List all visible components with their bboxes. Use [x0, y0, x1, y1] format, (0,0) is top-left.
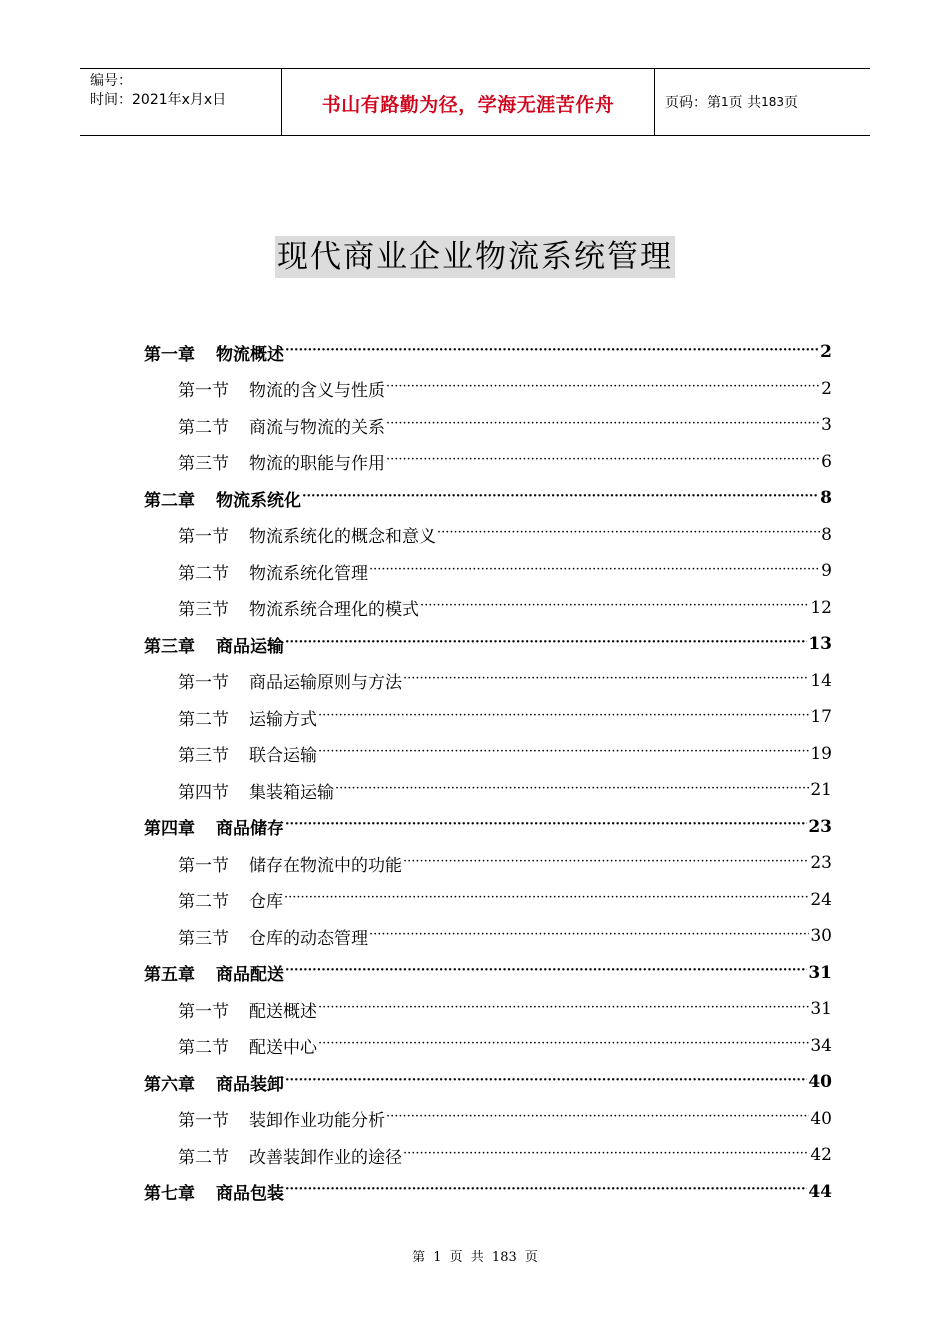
- toc-section-entry[interactable]: [144, 371, 832, 408]
- toc-section-entry[interactable]: [144, 699, 832, 736]
- toc-entry-title: 储存在物流中的功能: [249, 855, 402, 876]
- header-slogan: 书山有路勤为径，学海无涯苦作舟: [281, 69, 655, 135]
- toc-entry-title: 商品储存: [216, 819, 284, 840]
- toc-entry-title: 物流的含义与性质: [249, 381, 385, 402]
- toc-section-entry[interactable]: [144, 882, 832, 919]
- toc-entry-number: 第二节: [178, 563, 229, 584]
- toc-entry-page: 23: [808, 816, 832, 837]
- toc-entry-title: 物流系统合理化的模式: [249, 600, 419, 621]
- toc-dot-leader: [302, 489, 819, 506]
- toc-entry-title: 商品配送: [216, 965, 284, 986]
- toc-section-entry[interactable]: [144, 1028, 832, 1065]
- toc-entry-number: 第二节: [178, 892, 229, 913]
- toc-entry-number: 第三节: [178, 746, 229, 767]
- toc-entry-title: 物流系统化管理: [249, 563, 368, 584]
- toc-chapter-entry[interactable]: [144, 626, 832, 663]
- toc-entry-number: 第一节: [178, 527, 229, 548]
- toc-entry-page: 31: [810, 999, 832, 1020]
- toc-section-entry[interactable]: [144, 1137, 832, 1174]
- toc-dot-leader: [284, 890, 809, 907]
- toc-entry-page: 2: [820, 342, 832, 363]
- toc-entry-number: 第一节: [178, 381, 229, 402]
- toc-entry-title: 配送中心: [249, 1038, 317, 1059]
- toc-chapter-entry[interactable]: [144, 1064, 832, 1101]
- toc-dot-leader: [285, 963, 807, 980]
- toc-entry-title: 改善装卸作业的途径: [249, 1147, 402, 1168]
- toc-entry-page: 13: [808, 634, 832, 655]
- toc-entry-page: 40: [808, 1072, 832, 1093]
- toc-entry-title: 仓库的动态管理: [249, 928, 368, 949]
- toc-entry-title: 商流与物流的关系: [249, 417, 385, 438]
- toc-dot-leader: [285, 817, 807, 834]
- toc-entry-number: 第一节: [178, 1111, 229, 1132]
- page-footer: 第 1 页 共 183 页: [412, 1250, 538, 1265]
- toc-section-entry[interactable]: [144, 590, 832, 627]
- toc-section-entry[interactable]: [144, 553, 832, 590]
- toc-entry-number: 第七章: [144, 1184, 195, 1205]
- toc-entry-title: 商品包装: [216, 1184, 284, 1205]
- toc-entry-number: 第二节: [178, 417, 229, 438]
- toc-entry-page: 14: [810, 670, 832, 691]
- title-container: [0, 236, 950, 278]
- toc-dot-leader: [386, 1109, 809, 1126]
- page-total: 183: [761, 95, 784, 109]
- toc-entry-page: 19: [810, 743, 832, 764]
- toc-entry-page: 24: [810, 889, 832, 910]
- toc-dot-leader: [318, 744, 809, 761]
- toc-entry-page: 23: [810, 853, 832, 874]
- toc-dot-leader: [386, 416, 820, 433]
- toc-section-entry[interactable]: [144, 991, 832, 1028]
- toc-entry-number: 第二章: [144, 490, 195, 511]
- toc-section-entry[interactable]: [144, 663, 832, 700]
- toc-dot-leader: [369, 927, 809, 944]
- toc-dot-leader: [285, 1073, 807, 1090]
- toc-entry-page: 40: [810, 1108, 832, 1129]
- toc-dot-leader: [318, 1036, 809, 1053]
- toc-entry-number: 第一章: [144, 344, 195, 365]
- toc-dot-leader: [369, 562, 820, 579]
- toc-entry-title: 仓库: [249, 892, 283, 913]
- toc-entry-number: 第四章: [144, 819, 195, 840]
- serial-number-label: 编号：: [90, 73, 132, 89]
- toc-entry-title: 商品装卸: [216, 1074, 284, 1095]
- toc-entry-title: 配送概述: [249, 1001, 317, 1022]
- toc-entry-page: 6: [821, 451, 832, 472]
- toc-dot-leader: [403, 854, 809, 871]
- toc-dot-leader: [386, 452, 820, 469]
- toc-entry-number: 第四节: [178, 782, 229, 803]
- toc-dot-leader: [285, 635, 807, 652]
- toc-entry-number: 第一节: [178, 1001, 229, 1022]
- toc-section-entry[interactable]: [144, 772, 832, 809]
- toc-dot-leader: [420, 598, 809, 615]
- toc-chapter-entry[interactable]: [144, 809, 832, 846]
- toc-dot-leader: [403, 1146, 809, 1163]
- toc-entry-number: 第五章: [144, 965, 195, 986]
- toc-entry-number: 第六章: [144, 1074, 195, 1095]
- toc-entry-number: 第二节: [178, 1038, 229, 1059]
- date-label: 时间：2021年x月x日: [90, 92, 227, 108]
- toc-section-entry[interactable]: [144, 517, 832, 554]
- toc-section-entry[interactable]: [144, 918, 832, 955]
- toc-dot-leader: [437, 525, 820, 542]
- toc-chapter-entry[interactable]: [144, 334, 832, 371]
- toc-section-entry[interactable]: [144, 736, 832, 773]
- header-meta-cell: [80, 69, 281, 135]
- toc-entry-page: 17: [810, 707, 832, 728]
- table-of-contents: [144, 334, 832, 1210]
- toc-chapter-entry[interactable]: [144, 1174, 832, 1211]
- toc-dot-leader: [285, 343, 819, 360]
- toc-chapter-entry[interactable]: [144, 955, 832, 992]
- toc-entry-number: 第三节: [178, 454, 229, 475]
- toc-dot-leader: [335, 781, 809, 798]
- toc-section-entry[interactable]: [144, 444, 832, 481]
- header-page-info: [655, 69, 870, 135]
- toc-entry-number: 第二节: [178, 1147, 229, 1168]
- toc-entry-page: 34: [810, 1035, 832, 1056]
- toc-entry-title: 物流系统化的概念和意义: [249, 527, 436, 548]
- toc-entry-title: 装卸作业功能分析: [249, 1111, 385, 1132]
- toc-entry-number: 第一节: [178, 673, 229, 694]
- toc-entry-number: 第三节: [178, 928, 229, 949]
- toc-entry-title: 物流系统化: [216, 490, 301, 511]
- toc-entry-title: 物流的职能与作用: [249, 454, 385, 475]
- document-header: [80, 68, 870, 136]
- toc-entry-number: 第一节: [178, 855, 229, 876]
- toc-entry-page: 12: [810, 597, 832, 618]
- toc-section-entry[interactable]: [144, 407, 832, 444]
- toc-entry-title: 联合运输: [249, 746, 317, 767]
- toc-entry-page: 9: [821, 561, 832, 582]
- toc-entry-page: 31: [808, 962, 832, 983]
- toc-dot-leader: [318, 1000, 809, 1017]
- toc-entry-page: 8: [820, 488, 832, 509]
- toc-entry-page: 21: [810, 780, 832, 801]
- page-current: 1: [721, 95, 729, 109]
- document-title: 现代商业企业物流系统管理: [275, 236, 675, 278]
- toc-entry-title: 集装箱运输: [249, 782, 334, 803]
- toc-entry-title: 运输方式: [249, 709, 317, 730]
- toc-entry-page: 30: [810, 926, 832, 947]
- toc-chapter-entry[interactable]: [144, 480, 832, 517]
- toc-entry-number: 第二节: [178, 709, 229, 730]
- page-suffix: 页: [784, 95, 798, 111]
- toc-dot-leader: [318, 708, 809, 725]
- toc-entry-page: 8: [821, 524, 832, 545]
- toc-entry-number: 第三节: [178, 600, 229, 621]
- toc-entry-page: 3: [821, 415, 832, 436]
- toc-entry-page: 2: [821, 378, 832, 399]
- page-mid: 页 共: [728, 95, 762, 111]
- toc-dot-leader: [285, 1182, 807, 1199]
- toc-entry-title: 商品运输: [216, 636, 284, 657]
- toc-dot-leader: [403, 671, 809, 688]
- toc-entry-number: 第三章: [144, 636, 195, 657]
- toc-section-entry[interactable]: [144, 1101, 832, 1138]
- toc-section-entry[interactable]: [144, 845, 832, 882]
- page-prefix: 页码：第: [665, 95, 721, 111]
- toc-entry-page: 42: [810, 1145, 832, 1166]
- toc-entry-title: 商品运输原则与方法: [249, 673, 402, 694]
- toc-entry-page: 44: [808, 1181, 832, 1202]
- toc-entry-title: 物流概述: [216, 344, 284, 365]
- toc-dot-leader: [386, 379, 820, 396]
